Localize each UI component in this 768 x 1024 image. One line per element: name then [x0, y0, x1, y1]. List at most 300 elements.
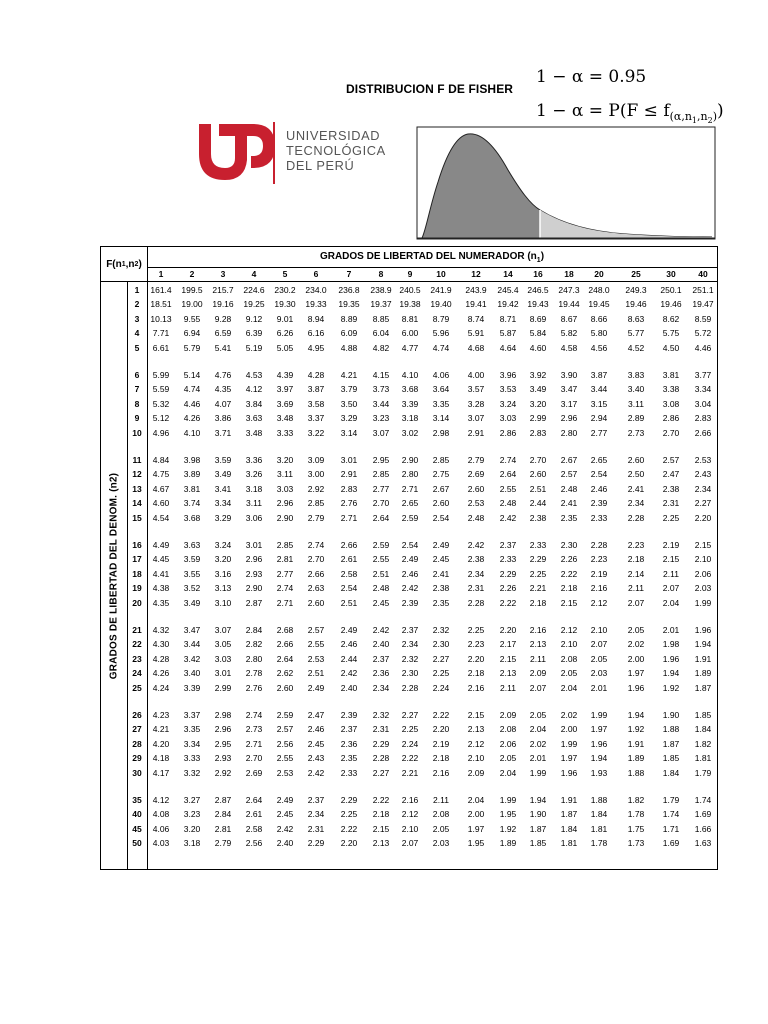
table-cell: 2.86: [662, 413, 680, 424]
table-cell: 4.38: [152, 583, 170, 594]
table-cell: 2.05: [529, 710, 547, 720]
table-cell: 4.46: [694, 342, 712, 353]
table-cell: 1.85: [694, 710, 712, 720]
table-cell: 6.94: [183, 328, 201, 339]
table-cell: 3.97: [276, 384, 294, 395]
table-cell: 2.58: [245, 823, 263, 834]
table-cell: 2.46: [340, 639, 358, 650]
table-cell: 2.77: [590, 427, 608, 438]
table-cell: 2.05: [499, 753, 517, 764]
table-cell: 3.26: [245, 469, 263, 480]
table-cell: 19.43: [527, 299, 549, 310]
table-cell: 2.84: [245, 625, 263, 635]
table-cell: 4.21: [340, 370, 358, 380]
table-cell: 3.90: [560, 370, 578, 380]
table-cell: 2.13: [372, 838, 390, 849]
table-cell: 1.81: [694, 753, 712, 764]
denominator-df-25: 25: [132, 682, 142, 693]
table-cell: 3.18: [245, 483, 263, 494]
denominator-df-20: 20: [132, 597, 142, 608]
table-cell: 230.2: [274, 285, 296, 295]
table-cell: 4.07: [214, 398, 232, 409]
table-cell: 3.35: [432, 398, 450, 409]
utp-logo-mark-icon: [193, 120, 283, 186]
table-cell: 2.00: [467, 809, 485, 820]
numerator-df-30: 30: [666, 269, 676, 279]
table-cell: 1.69: [694, 809, 712, 820]
numerator-df-18: 18: [564, 269, 574, 279]
table-cell: 1.79: [662, 795, 680, 805]
table-cell: 2.09: [499, 710, 517, 720]
numerator-df-6: 6: [313, 269, 319, 279]
table-cell: 2.05: [432, 823, 450, 834]
table-cell: 2.95: [372, 455, 390, 465]
table-cell: 3.28: [467, 398, 485, 409]
numerator-df-8: 8: [378, 269, 384, 279]
table-cell: 5.59: [152, 384, 170, 395]
table-cell: 2.57: [276, 724, 294, 735]
table-cell: 2.18: [467, 668, 485, 679]
table-cell: 2.36: [372, 668, 390, 679]
table-cell: 243.9: [465, 285, 487, 295]
denominator-df-22: 22: [132, 639, 142, 650]
table-cell: 1.84: [590, 809, 608, 820]
table-cell: 4.82: [372, 342, 390, 353]
table-cell: 3.44: [183, 639, 201, 650]
table-cell: 2.80: [401, 469, 419, 480]
table-cell: 2.57: [560, 469, 578, 480]
table-cell: 1.92: [627, 724, 645, 735]
table-cell: 3.37: [307, 413, 325, 424]
table-cell: 2.00: [627, 653, 645, 664]
table-cell: 234.0: [305, 285, 327, 295]
table-cell: 4.15: [372, 370, 390, 380]
table-cell: 3.24: [499, 398, 517, 409]
table-cell: 2.94: [590, 413, 608, 424]
table-cell: 2.31: [467, 583, 485, 594]
table-cell: 5.87: [499, 328, 517, 339]
table-cell: 2.85: [276, 540, 294, 550]
table-cell: 2.08: [560, 653, 578, 664]
table-cell: 3.05: [214, 639, 232, 650]
table-cell: 2.02: [627, 639, 645, 650]
table-cell: 3.23: [183, 809, 201, 820]
table-cell: 1.84: [662, 767, 680, 778]
table-cell: 2.26: [499, 583, 517, 594]
table-cell: 2.56: [276, 738, 294, 749]
table-cell: 3.92: [529, 370, 547, 380]
numerator-df-10: 10: [436, 269, 446, 279]
table-cell: 3.73: [372, 384, 390, 395]
table-cell: 2.89: [627, 413, 645, 424]
table-cell: 4.45: [152, 554, 170, 565]
table-cell: 2.55: [499, 483, 517, 494]
table-cell: 2.51: [529, 483, 547, 494]
table-cell: 3.27: [183, 795, 201, 805]
table-cell: 2.74: [499, 455, 517, 465]
table-cell: 19.41: [465, 299, 487, 310]
table-cell: 2.74: [245, 710, 263, 720]
table-cell: 2.18: [560, 583, 578, 594]
table-cell: 3.15: [590, 398, 608, 409]
table-cell: 3.49: [183, 597, 201, 608]
table-cell: 2.33: [499, 554, 517, 565]
table-cell: 4.00: [467, 370, 485, 380]
table-cell: 3.01: [340, 455, 358, 465]
table-cell: 8.59: [694, 313, 712, 324]
table-cell: 1.95: [499, 809, 517, 820]
table-cell: 2.54: [432, 512, 450, 523]
table-cell: 4.28: [307, 370, 325, 380]
table-cell: 2.41: [627, 483, 645, 494]
table-cell: 2.76: [245, 682, 263, 693]
table-cell: 2.33: [340, 767, 358, 778]
table-cell: 2.27: [401, 710, 419, 720]
table-cell: 2.07: [590, 639, 608, 650]
table-cell: 3.07: [467, 413, 485, 424]
table-cell: 3.77: [694, 370, 712, 380]
table-cell: 2.87: [245, 597, 263, 608]
table-cell: 2.46: [590, 483, 608, 494]
table-cell: 6.16: [307, 328, 325, 339]
table-cell: 1.94: [627, 710, 645, 720]
numerator-df-9: 9: [407, 269, 413, 279]
table-cell: 5.82: [560, 328, 578, 339]
table-cell: 3.59: [214, 455, 232, 465]
table-cell: 2.29: [499, 568, 517, 579]
table-cell: 2.22: [560, 568, 578, 579]
table-cell: 4.50: [662, 342, 680, 353]
table-cell: 1.91: [560, 795, 578, 805]
table-cell: 2.99: [214, 682, 232, 693]
table-cell: 2.30: [560, 540, 578, 550]
table-cell: 2.25: [529, 568, 547, 579]
table-cell: 2.11: [628, 583, 644, 594]
table-cell: 1.89: [694, 668, 712, 679]
table-cell: 2.42: [401, 583, 419, 594]
table-cell: 1.87: [662, 738, 680, 749]
table-cell: 5.12: [152, 413, 170, 424]
table-cell: 4.21: [152, 724, 170, 735]
table-cell: 19.38: [399, 299, 421, 310]
table-cell: 5.99: [152, 370, 170, 380]
denominator-df-23: 23: [132, 653, 142, 664]
table-cell: 3.36: [245, 455, 263, 465]
table-cell: 2.60: [529, 469, 547, 480]
table-cell: 2.42: [467, 540, 485, 550]
table-cell: 2.42: [499, 512, 517, 523]
table-cell: 3.18: [401, 413, 419, 424]
denominator-df-24: 24: [132, 668, 142, 679]
table-cell: 2.19: [662, 540, 680, 550]
table-cell: 8.89: [340, 313, 358, 324]
table-cell: 5.77: [627, 328, 645, 339]
table-cell: 6.61: [152, 342, 170, 353]
table-cell: 3.00: [307, 469, 325, 480]
table-cell: 1.71: [662, 823, 680, 834]
table-cell: 2.70: [529, 455, 547, 465]
numerator-header: GRADOS DE LIBERTAD DEL NUMERADOR $(n_1)$: [147, 247, 717, 268]
table-cell: 2.37: [499, 540, 517, 550]
table-cell: 2.60: [432, 498, 450, 509]
table-cell: 4.39: [276, 370, 294, 380]
table-cell: 6.00: [401, 328, 419, 339]
table-cell: 2.34: [401, 639, 419, 650]
table-cell: 5.91: [467, 328, 485, 339]
table-cell: 1.88: [662, 724, 680, 735]
table-cell: 2.38: [662, 483, 680, 494]
table-cell: 2.28: [372, 753, 390, 764]
table-cell: 4.32: [152, 625, 170, 635]
table-cell: 4.26: [183, 413, 201, 424]
numerator-df-25: 25: [631, 269, 641, 279]
numerator-df-1: 1: [158, 269, 164, 279]
table-cell: 1.87: [560, 809, 578, 820]
table-cell: 2.18: [432, 753, 450, 764]
table-cell: 1.92: [499, 823, 517, 834]
table-cell: 8.67: [560, 313, 578, 324]
table-cell: 2.31: [372, 724, 390, 735]
table-cell: 2.23: [590, 554, 608, 565]
table-cell: 4.67: [152, 483, 170, 494]
table-cell: 2.54: [340, 583, 358, 594]
table-cell: 2.25: [401, 724, 419, 735]
table-cell: 2.15: [372, 823, 390, 834]
table-cell: 4.17: [152, 767, 170, 778]
table-cell: 4.10: [401, 370, 419, 380]
table-cell: 3.38: [662, 384, 680, 395]
table-cell: 1.88: [590, 795, 608, 805]
table-cell: 2.67: [432, 483, 450, 494]
table-cell: 4.84: [152, 455, 170, 465]
table-cell: 4.74: [432, 342, 450, 353]
denominator-df-40: 40: [132, 809, 142, 820]
table-cell: 2.98: [432, 427, 450, 438]
table-cell: 2.48: [372, 583, 390, 594]
table-cell: 2.73: [245, 724, 263, 735]
page-title: DISTRIBUCION F DE FISHER: [346, 82, 514, 96]
table-cell: 2.10: [401, 823, 419, 834]
denominator-df-12: 12: [132, 469, 142, 480]
table-cell: 1.95: [467, 838, 485, 849]
table-cell: 2.20: [340, 838, 358, 849]
table-cell: 2.14: [627, 568, 645, 579]
table-cell: 2.48: [560, 483, 578, 494]
table-cell: 2.21: [401, 767, 419, 778]
table-cell: 3.03: [499, 413, 517, 424]
denominator-df-4: 4: [134, 328, 140, 339]
table-cell: 2.20: [432, 724, 450, 735]
table-cell: 2.32: [401, 653, 419, 664]
table-cell: 2.80: [560, 427, 578, 438]
table-cell: 3.89: [183, 469, 201, 480]
table-cell: 2.91: [467, 427, 485, 438]
table-cell: 2.01: [529, 753, 547, 764]
table-cell: 2.46: [307, 724, 325, 735]
table-cell: 1.84: [694, 724, 712, 735]
table-cell: 19.37: [370, 299, 392, 310]
table-cell: 3.63: [245, 413, 263, 424]
table-cell: 4.88: [340, 342, 358, 353]
table-cell: 2.64: [245, 795, 263, 805]
table-cell: 2.85: [372, 469, 390, 480]
table-cell: 3.11: [277, 469, 293, 480]
table-cell: 245.4: [497, 285, 519, 295]
table-cell: 1.89: [627, 753, 645, 764]
denominator-df-21: 21: [132, 625, 142, 635]
table-cell: 2.43: [307, 753, 325, 764]
table-cell: 1.81: [560, 838, 578, 849]
table-cell: 3.09: [307, 455, 325, 465]
table-cell: 2.79: [307, 512, 325, 523]
table-cell: 250.1: [660, 285, 682, 295]
table-cell: 2.39: [590, 498, 608, 509]
university-name: UNIVERSIDAD TECNOLÓGICA DEL PERÚ: [286, 128, 386, 173]
table-cell: 1.85: [529, 838, 547, 849]
table-cell: 1.66: [694, 823, 712, 834]
denominator-df-29: 29: [132, 753, 142, 764]
table-cell: 2.38: [529, 512, 547, 523]
f-distribution-plot: [416, 126, 716, 242]
table-cell: 3.17: [560, 398, 578, 409]
table-cell: 6.39: [245, 328, 263, 339]
table-cell: 4.60: [152, 498, 170, 509]
denominator-df-1: 1: [134, 285, 140, 295]
table-cell: 3.50: [340, 398, 358, 409]
table-cell: 2.37: [307, 795, 325, 805]
table-cell: 8.81: [401, 313, 419, 324]
table-cell: 2.22: [372, 795, 390, 805]
table-cell: 3.49: [529, 384, 547, 395]
table-cell: 2.55: [276, 753, 294, 764]
table-cell: 19.45: [588, 299, 610, 310]
table-cell: 251.1: [692, 285, 714, 295]
table-cell: 3.18: [183, 838, 201, 849]
table-cell: 4.12: [152, 795, 170, 805]
table-cell: 2.27: [372, 767, 390, 778]
table-cell: 2.66: [276, 639, 294, 650]
table-cell: 2.04: [499, 767, 517, 778]
table-cell: 2.51: [307, 668, 325, 679]
table-cell: 2.16: [467, 682, 485, 693]
table-cell: 2.07: [627, 597, 645, 608]
table-cell: 4.56: [590, 342, 608, 353]
denominator-df-13: 13: [132, 483, 142, 494]
table-cell: 2.22: [401, 753, 419, 764]
table-cell: 2.57: [662, 455, 680, 465]
table-cell: 2.19: [590, 568, 608, 579]
table-cell: 2.68: [276, 625, 294, 635]
table-cell: 2.09: [467, 767, 485, 778]
denominator-df-17: 17: [132, 554, 142, 565]
table-cell: 2.71: [401, 483, 419, 494]
table-cell: 2.40: [276, 838, 294, 849]
table-cell: 19.16: [212, 299, 234, 310]
table-cell: 3.87: [590, 370, 608, 380]
table-cell: 1.99: [499, 795, 517, 805]
table-cell: 9.28: [214, 313, 232, 324]
table-cell: 2.49: [432, 540, 450, 550]
numerator-df-20: 20: [594, 269, 604, 279]
table-cell: 1.94: [529, 795, 547, 805]
table-cell: 1.87: [694, 682, 712, 693]
table-cell: 2.04: [560, 682, 578, 693]
table-cell: 2.59: [372, 540, 390, 550]
table-cell: 1.75: [627, 823, 645, 834]
table-cell: 1.74: [694, 795, 712, 805]
table-cell: 2.96: [560, 413, 578, 424]
table-cell: 2.53: [694, 455, 712, 465]
table-cell: 236.8: [338, 285, 360, 295]
table-cell: 2.02: [529, 738, 547, 749]
table-cell: 2.69: [245, 767, 263, 778]
table-cell: 5.32: [152, 398, 170, 409]
table-cell: 3.29: [340, 413, 358, 424]
table-cell: 1.97: [627, 668, 645, 679]
table-cell: 3.63: [183, 540, 201, 550]
table-cell: 2.79: [214, 838, 232, 849]
table-cell: 1.96: [662, 653, 680, 664]
table-cell: 8.94: [307, 313, 325, 324]
table-cell: 2.23: [467, 639, 485, 650]
table-cell: 161.4: [150, 285, 172, 295]
table-cell: 2.19: [432, 738, 450, 749]
table-cell: 2.96: [245, 554, 263, 565]
table-cell: 4.52: [627, 342, 645, 353]
table-cell: 2.54: [590, 469, 608, 480]
table-cell: 3.16: [214, 568, 232, 579]
table-cell: 5.75: [662, 328, 680, 339]
table-cell: 1.73: [627, 838, 645, 849]
table-cell: 4.08: [152, 809, 170, 820]
table-cell: 2.25: [340, 809, 358, 820]
table-cell: 1.91: [694, 653, 712, 664]
table-cell: 3.58: [307, 398, 325, 409]
numerator-df-40: 40: [698, 269, 708, 279]
table-cell: 7.71: [152, 328, 170, 339]
table-cell: 2.30: [401, 668, 419, 679]
table-cell: 2.22: [432, 710, 450, 720]
denominator-df-9: 9: [134, 413, 140, 424]
table-cell: 2.25: [662, 512, 680, 523]
table-cell: 2.93: [245, 568, 263, 579]
table-cell: 4.64: [499, 342, 517, 353]
table-cell: 3.39: [183, 682, 201, 693]
table-cell: 2.48: [467, 512, 485, 523]
table-cell: 1.94: [662, 668, 680, 679]
table-cell: 1.85: [662, 753, 680, 764]
table-cell: 2.10: [694, 554, 712, 565]
table-cell: 2.20: [499, 625, 517, 635]
table-cell: 1.78: [627, 809, 645, 820]
table-cell: 19.30: [274, 299, 296, 310]
table-cell: 2.18: [627, 554, 645, 565]
table-cell: 2.41: [432, 568, 450, 579]
table-cell: 8.85: [372, 313, 390, 324]
table-cell: 2.49: [340, 625, 358, 635]
table-cell: 2.73: [627, 427, 645, 438]
table-cell: 4.74: [183, 384, 201, 395]
table-cell: 2.76: [340, 498, 358, 509]
table-cell: 4.26: [152, 668, 170, 679]
denominator-df-14: 14: [132, 498, 142, 509]
table-cell: 4.77: [401, 342, 419, 353]
table-cell: 2.71: [245, 738, 263, 749]
table-cell: 3.81: [183, 483, 201, 494]
table-cell: 2.71: [276, 597, 294, 608]
table-cell: 3.14: [340, 427, 358, 438]
table-cell: 2.06: [499, 738, 517, 749]
